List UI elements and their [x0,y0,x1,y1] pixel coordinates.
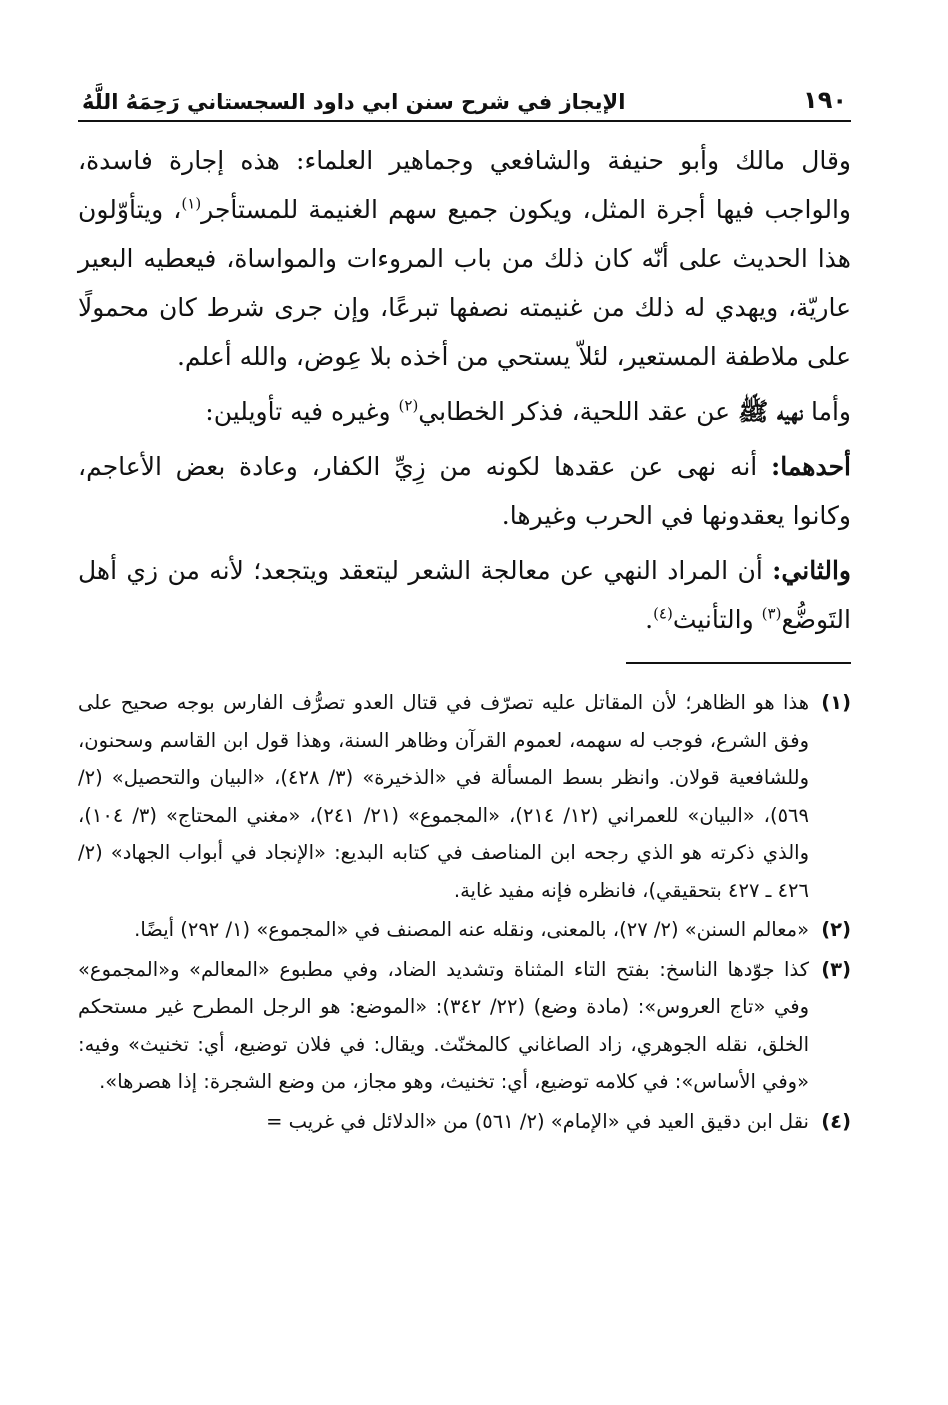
paragraph-text: عن عقد اللحية، فذكر الخطابي [418,397,731,426]
paragraph-4 [78,546,851,644]
paragraph-text: أن المراد النهي عن معالجة الشعر ليتعقد ويتجعد؛ لأنه من زي أهل التَوضُّع [78,556,851,634]
paragraph-text: وقال مالك وأبو حنيفة والشافعي وجماهير العلماء: هذه إجارة فاسدة، والواجب فيها أجرة المثل، ويكون جميع سهم الغنيمة للمستأجر [78,146,852,224]
footnote-ref-4[interactable]: (٤) [653,604,673,623]
footnote [78,684,851,909]
bold-phrase: والثاني: [772,556,851,585]
main-text [78,136,851,644]
paragraph-1 [78,136,851,381]
book-title: الإيجاز في شرح سنن ابي داود السجستاني رَحِمَهُ اللَّهُ [82,90,626,114]
footnote-number: (١) [821,691,851,714]
footnote-ref-1[interactable]: (١) [181,194,202,213]
footnote-text: هذا هو الظاهر؛ لأن المقاتل عليه تصرّف في قتال العدو تصرُّف الفارس بوجه صحيح على وفق الشرع، فوجب له سهمه، لعموم القرآن وظاهر السنة، وهذا قول ابن القاسم وسحنون، وللشافعية قولان. وانظر بسط المسألة في «الذخيرة» (٣/ ٤٢٨)، «البيان والتحصيل» (٢/ ٥٦٩)، «البيان» للعمراني (١٢/ ٢١٤)، «المجموع» (٢١/ ٢٤١)، «مغني المحتاج» (٣/ ١٠٤)، والذي ذكرته هو الذي رجحه ابن المناصف في كتابه البديع: «الإنجاد في أبواب الجهاد» (٢/ ٤٢٦ ـ ٤٢٧ بتحقيقي)، فانظره فإنه مفيد غاية. [78,691,809,902]
bold-phrase: نهيه ﷺ [738,397,804,426]
footnotes [78,684,851,1140]
footnote-ref-3[interactable]: (٣) [761,604,782,623]
footnote-text: «معالم السنن» (٢/ ٢٧)، بالمعنى، ونقله عنه المصنف في «المجموع» (١/ ٢٩٢) أيضًا. [134,918,809,941]
footnote-separator [626,662,851,664]
paragraph-text: وأما [810,397,851,426]
footnote-number: (٣) [821,957,851,981]
running-header [78,70,851,122]
bold-phrase: أحدهما: [770,452,851,481]
paragraph-text: وغيره فيه تأويلين: [205,397,391,426]
paragraph-3 [78,442,851,540]
footnote [78,951,851,1101]
paragraph-text: . [645,605,654,634]
footnote-ref-2[interactable]: (٢) [398,396,419,415]
footnote-text: كذا جوّدها الناسخ: بفتح التاء المثناة وتشديد الضاد، وفي مطبوع «المعالم» و«المجموع» وفي «تاج العروس»: (مادة وضع) (٢٢/ ٣٤٢): «الموضع: هو الرجل المطرح غير مستحكم الخلق، نقله الجوهري، زاد الصاغاني كالمخنّث. ويقال: في فلان توضيع، أي: تخنيث» وفيه: «وفي الأساس»: في كلامه توضيع، أي: تخنيث، وهو مجاز، من وضع الشجرة: إذا هصرها». [78,957,809,1093]
paragraph-2 [78,387,851,436]
paragraph-text: والتأنيث [672,605,754,634]
footnote [78,1103,851,1141]
footnote-text: نقل ابن دقيق العيد في «الإمام» (٢/ ٥٦١) من «الدلائل في غريب = [266,1109,809,1133]
footnote-number: (٢) [821,918,851,941]
paragraph-text: ، ويتأوّلون هذا الحديث على أنّه كان ذلك من باب المروءات والمواساة، فيعطيه البعير عاريّة، ويهدي له ذلك من غنيمته نصفها تبرعًا، وإن جرى شرط كان محمولًا على ملاطفة المستعير، لئلاّ يستحي من أخذه بلا عِوض، والله أعلم. [78,195,851,371]
paragraph-text: أنه نهى عن عقدها لكونه من زِيِّ الكفار، وعادة بعض الأعاجم، وكانوا يعقدونها في الحرب وغيرها. [78,452,851,530]
book-page [78,70,851,1142]
footnote [78,911,851,949]
footnote-number: (٤) [821,1109,851,1133]
page-number: ١٩٠ [803,86,847,114]
